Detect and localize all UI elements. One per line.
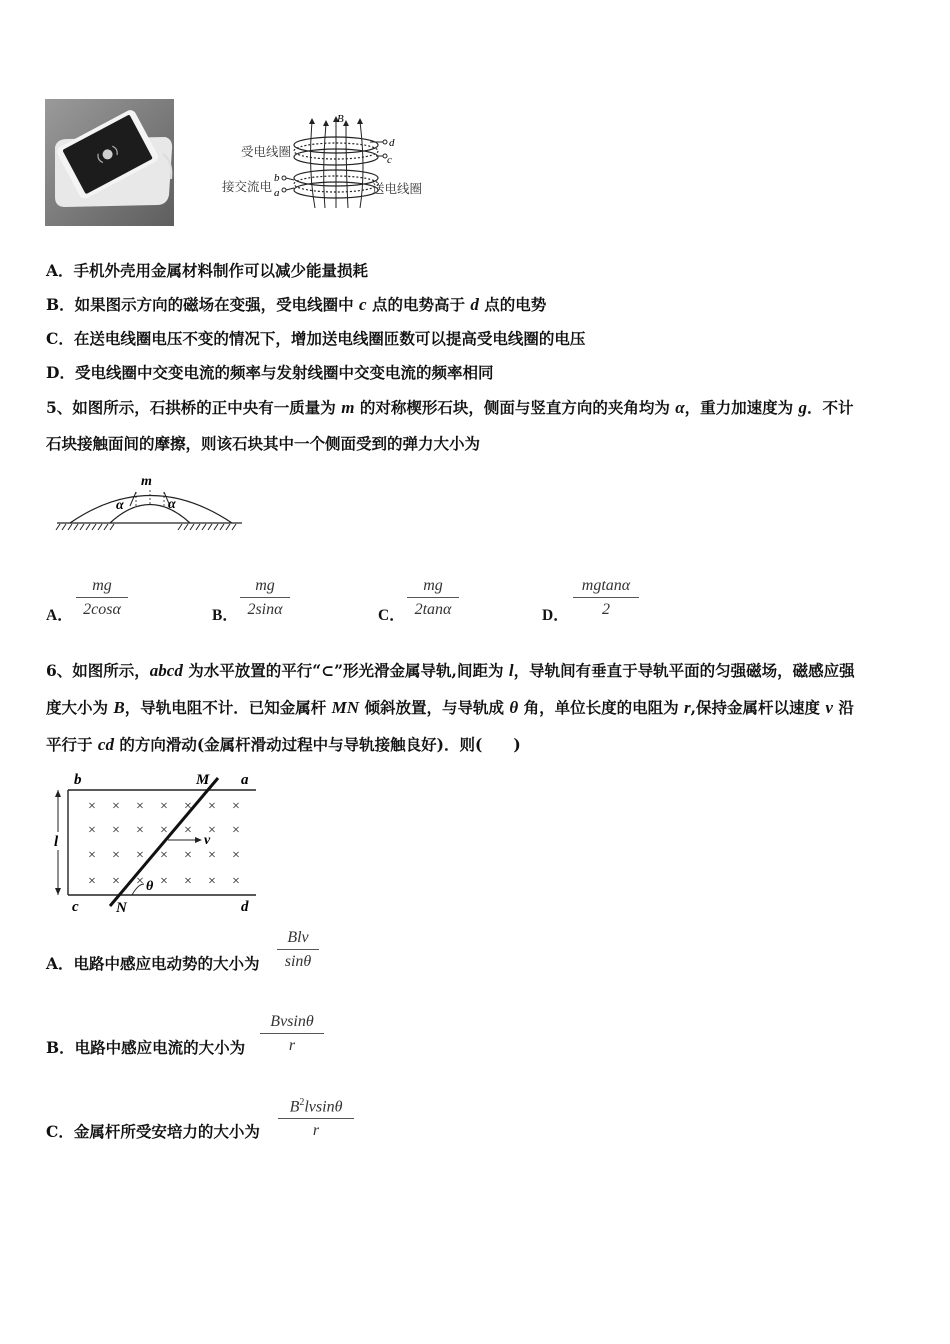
svg-text:×: × <box>184 874 192 889</box>
svg-text:×: × <box>136 799 144 814</box>
q6-option-a: A．电路中感应电动势的大小为 <box>46 954 260 973</box>
q5-option-b-fraction: mg 2sinα <box>240 577 290 619</box>
q5-option-a-fraction: mg 2cosα <box>76 577 128 619</box>
q6-stem-line1: 6、如图所示，abcd 为水平放置的平行“⊂”形光滑金属导轨,间距为 l，导轨间有垂直于导轨平面的匀强磁场，磁感应强 <box>46 661 855 680</box>
rail-n-label: N <box>116 900 127 915</box>
svg-text:×: × <box>88 848 96 863</box>
rail-b-label: b <box>74 772 82 788</box>
svg-text:×: × <box>88 823 96 838</box>
rail-theta-label: θ <box>146 879 154 894</box>
svg-text:×: × <box>208 823 216 838</box>
q6-stem-line2: 度大小为 B，导轨电阻不计．已知金属杆 MN 倾斜放置，与导轨成 θ 角，单位长度的电阻为 r,保持金属杆以速度 v 沿 <box>46 698 854 717</box>
terminal-b-label: b <box>274 172 280 184</box>
svg-text:×: × <box>184 848 192 863</box>
terminal-c-label: c <box>387 154 392 166</box>
svg-text:×: × <box>232 823 240 838</box>
svg-text:×: × <box>160 823 168 838</box>
arch-alpha-left: α <box>116 498 124 513</box>
svg-text:×: × <box>160 848 168 863</box>
svg-text:×: × <box>112 848 120 863</box>
rail-m-label: M <box>196 772 210 788</box>
q4-option-a: A．手机外壳用金属材料制作可以减少能量损耗 <box>46 261 369 280</box>
rail-d-label: d <box>241 899 249 915</box>
rail-a-label: a <box>241 772 249 788</box>
svg-text:×: × <box>88 874 96 889</box>
svg-text:×: × <box>208 799 216 814</box>
arch-alpha-right: α <box>168 497 176 512</box>
phone-photo <box>45 99 174 226</box>
rail-c-label: c <box>72 899 79 915</box>
svg-text:×: × <box>184 823 192 838</box>
q6-option-b-fraction: Bvsinθ r <box>260 1013 324 1055</box>
svg-text:×: × <box>232 799 240 814</box>
q6-option-c-fraction: $B^2lvsin\theta$ r <box>278 1097 354 1140</box>
q4-option-c: C．在送电线圈电压不变的情况下，增加送电线圈匝数可以提高受电线圈的电压 <box>46 329 586 348</box>
svg-text:×: × <box>136 823 144 838</box>
rail-diagram <box>46 770 266 915</box>
svg-text:×: × <box>232 848 240 863</box>
q5-option-a-letter: A． <box>46 607 73 624</box>
rail-l-label: l <box>54 834 59 850</box>
svg-text:×: × <box>112 799 120 814</box>
q6-stem-line3: 平行于 cd 的方向滑动(金属杆滑动过程中与导轨接触良好)．则( ) <box>46 735 521 754</box>
svg-text:×: × <box>88 799 96 814</box>
q5-option-b-letter: B． <box>212 607 238 624</box>
svg-text:×: × <box>112 823 120 838</box>
q5-option-d-fraction: mgtanα 2 <box>573 577 639 619</box>
q5-option-c-letter: C． <box>378 607 405 624</box>
q4-option-d: D．受电线圈中交变电流的频率与发射线圈中交变电流的频率相同 <box>46 363 494 382</box>
terminal-d-label: d <box>389 137 395 149</box>
arch-m-label: m <box>141 474 152 489</box>
q6-option-c: C．金属杆所受安培力的大小为 <box>46 1122 260 1141</box>
q5-option-d-letter: D． <box>542 607 569 624</box>
q6-option-b: B．电路中感应电流的大小为 <box>46 1038 246 1057</box>
b-field-label: B <box>337 113 344 125</box>
q5-option-c-fraction: mg 2tanα <box>407 577 459 619</box>
terminal-a-label: a <box>274 187 280 199</box>
send-coil-label: 送电线圈 <box>372 181 423 196</box>
rail-v-label: v <box>204 833 211 848</box>
q4-option-b: B．如果图示方向的磁场在变强，受电线圈中 c 点的电势高于 d 点的电势 <box>46 295 547 314</box>
svg-text:×: × <box>232 874 240 889</box>
receive-coil-label: 受电线圈 <box>241 144 292 159</box>
ac-input-label: 接交流电 <box>222 179 273 194</box>
svg-text:×: × <box>112 874 120 889</box>
svg-text:×: × <box>208 874 216 889</box>
q6-option-a-fraction: Blv sinθ <box>277 929 319 971</box>
svg-text:×: × <box>184 799 192 814</box>
svg-text:×: × <box>136 848 144 863</box>
q5-stem-line1: 5、如图所示，石拱桥的正中央有一质量为 m 的对称楔形石块，侧面与竖直方向的夹角均为 α，重力加速度为 g．不计 <box>46 398 854 417</box>
arch-bridge-figure <box>52 472 247 537</box>
svg-text:×: × <box>208 848 216 863</box>
svg-text:×: × <box>160 874 168 889</box>
svg-text:×: × <box>160 799 168 814</box>
q5-stem-line2: 石块接触面间的摩擦，则该石块其中一个侧面受到的弹力大小为 <box>46 434 481 453</box>
svg-text:×: × <box>136 874 144 889</box>
coil-diagram <box>220 110 435 210</box>
